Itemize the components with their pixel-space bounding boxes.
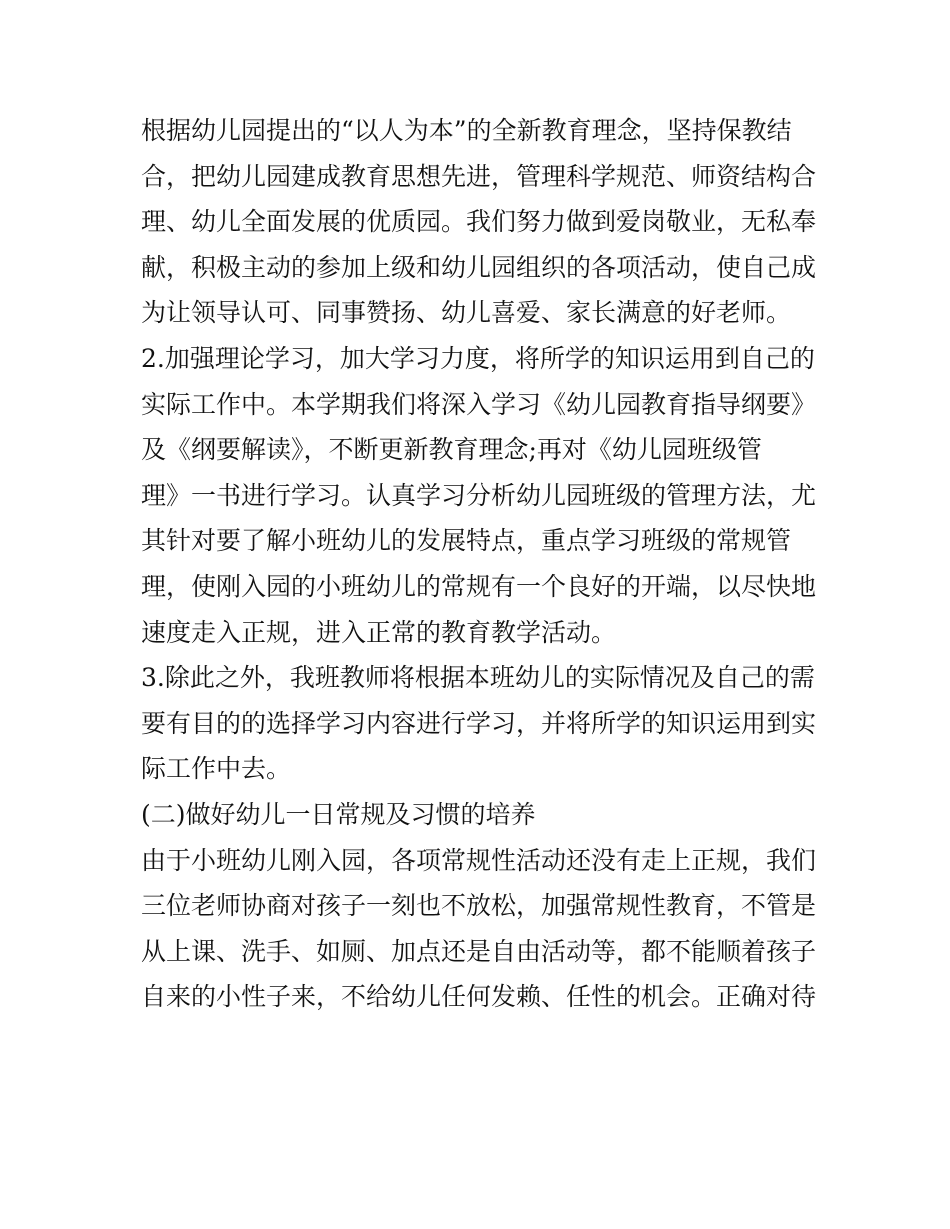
text-line: 三位老师协商对孩子一刻也不放松，加强常规性教育，不管是 [141,891,817,921]
text-line: 理》一书进行学习。认真学习分析幼儿园班级的管理方法，尤 [141,480,817,510]
body-text [141,108,821,1020]
text-line: 为让领导认可、同事赞扬、幼儿喜爱、家长满意的好老师。 [141,298,792,328]
text-line: 速度走入正规，进入正常的教育教学活动。 [141,617,617,647]
text-line: 实际工作中。本学期我们将深入学习《幼儿园教育指导纲要》 [141,389,817,419]
text-line: 理，使刚入园的小班幼儿的常规有一个良好的开端，以尽快地 [141,571,817,601]
section-heading: (二)做好幼儿一日常规及习惯的培养 [141,799,536,829]
text-line: 其针对要了解小班幼儿的发展特点，重点学习班级的常规管 [141,526,792,556]
text-line: 从上课、洗手、如厕、加点还是自由活动等，都不能顺着孩子 [141,936,817,966]
text-line: 由于小班幼儿刚入园，各项常规性活动还没有走上正规，我们 [141,845,817,875]
list-item-3: 3.除此之外，我班教师将根据本班幼儿的实际情况及自己的需 [141,663,815,693]
text-line: 要有目的的选择学习内容进行学习，并将所学的知识运用到实 [141,708,817,738]
text-line: 根据幼儿园提出的“以人为本”的全新教育理念，坚持保教结 [141,116,792,145]
text-line: 及《纲要解读》，不断更新教育理念;再对《幼儿园班级管 [141,435,762,465]
list-item-2: 2.加强理论学习，加大学习力度，将所学的知识运用到自己的 [141,343,815,373]
text-line: 际工作中去。 [141,754,292,784]
text-line: 合，把幼儿园建成教育思想先进，管理科学规范、师资结构合 [141,161,817,191]
text-line: 自来的小性子来，不给幼儿任何发赖、任性的机会。正确对待 [141,982,817,1012]
text-line: 献，积极主动的参加上级和幼儿园组织的各项活动，使自己成 [141,252,817,282]
text-line: 理、幼儿全面发展的优质园。我们努力做到爱岗敬业，无私奉 [141,207,817,237]
